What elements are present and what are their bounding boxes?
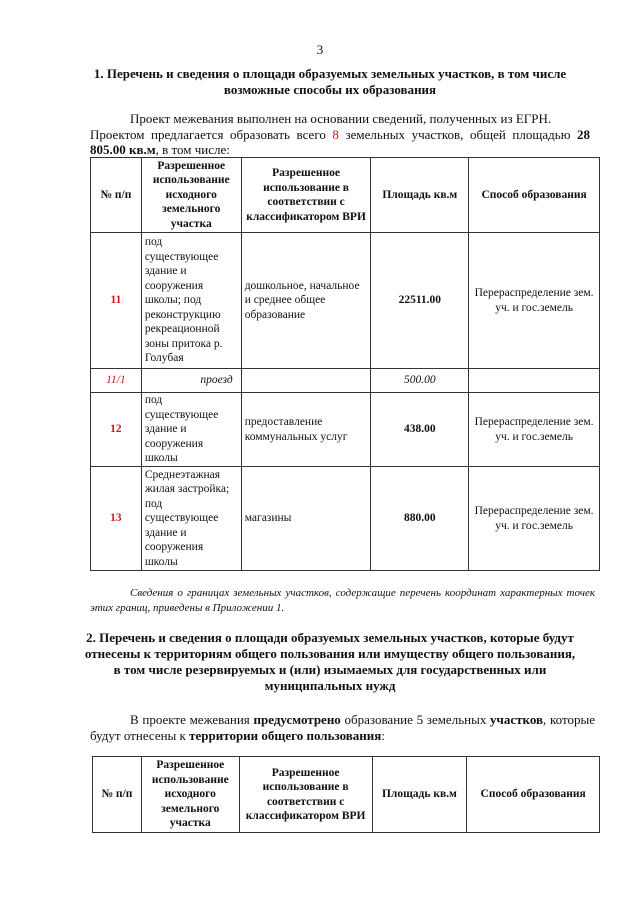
row-method: Перераспределение зем. уч. и гос.земель bbox=[469, 233, 600, 369]
coordinates-note: Сведения о границах земельных участков, содержащие перечень координат характерных точек этих границ, приведены в Приложении 1. bbox=[90, 587, 595, 614]
row-vri: магазины bbox=[241, 467, 371, 571]
intro-text-a: Проектом предлагается образовать всего bbox=[90, 126, 333, 142]
row-source-use: Среднеэтажная жилая застройка; под существующее здание и сооружения школы bbox=[141, 467, 241, 571]
table-row bbox=[91, 393, 600, 467]
col-header-method: Способ образования bbox=[469, 158, 600, 233]
row-num: 12 bbox=[91, 393, 142, 467]
parcels-table bbox=[90, 157, 600, 571]
para-text-d: : bbox=[381, 728, 385, 743]
row-area: 880.00 bbox=[371, 467, 469, 571]
table-row bbox=[91, 233, 600, 369]
row-method bbox=[469, 369, 600, 393]
para-bold-parcels: участков bbox=[490, 712, 544, 727]
col-header-num: № п/п bbox=[93, 757, 142, 833]
section1-heading: 1. Перечень и сведения о площади образуемых земельных участков, в том числе возможные способы их образования bbox=[93, 66, 567, 97]
col-header-source-use: Разрешенное использование исходного земельного участка bbox=[141, 158, 241, 233]
row-num: 11 bbox=[91, 233, 142, 369]
para-text-c: , которые будут отнесены к bbox=[90, 712, 596, 743]
row-vri bbox=[241, 369, 371, 393]
row-vri: предоставление коммунальных услуг bbox=[241, 393, 371, 467]
section2-heading: 2. Перечень и сведения о площади образуемых земельных участков, которые будут отнесены к территориям общего пользования или имуществу общего пользования, в том числе резервируемых и (или) изымаемых для государственных или муниципальных нужд bbox=[84, 630, 576, 693]
col-header-source-use: Разрешенное использование исходного земельного участка bbox=[141, 757, 239, 833]
intro-line2 bbox=[90, 127, 590, 158]
row-num: 13 bbox=[91, 467, 142, 571]
section2-text bbox=[90, 712, 595, 744]
row-area: 438.00 bbox=[371, 393, 469, 467]
table-row bbox=[91, 369, 600, 393]
section1-intro bbox=[90, 111, 590, 158]
section2-paragraph bbox=[90, 712, 595, 744]
para-text-b: образование 5 земельных bbox=[340, 712, 491, 727]
col-header-vri: Разрешенное использование в соответствии с классификатором ВРИ bbox=[239, 757, 372, 833]
intro-total: 28 805.00 кв.м bbox=[90, 126, 591, 157]
para-text-a: В проекте межевания bbox=[130, 712, 254, 727]
intro-count: 8 bbox=[332, 126, 339, 142]
col-header-num: № п/п bbox=[91, 158, 142, 233]
para-bold-territory: территории общего пользования bbox=[189, 728, 382, 743]
para-bold-provided: предусмотрено bbox=[253, 712, 341, 727]
row-source-use: под существующее здание и сооружения школы bbox=[141, 393, 241, 467]
row-area: 22511.00 bbox=[371, 233, 469, 369]
public-parcels-table bbox=[92, 756, 600, 833]
row-area: 500.00 bbox=[371, 369, 469, 393]
row-num: 11/1 bbox=[91, 369, 142, 393]
row-source-use: под существующее здание и сооружения школы; под реконструкцию рекреационной зоны притока р. Голубая bbox=[141, 233, 241, 369]
intro-tail: , в том числе: bbox=[155, 142, 230, 157]
row-source-use: проезд bbox=[141, 369, 241, 393]
table-row bbox=[91, 467, 600, 571]
table-header-row bbox=[93, 757, 600, 833]
col-header-area: Площадь кв.м bbox=[372, 757, 467, 833]
col-header-method: Способ образования bbox=[467, 757, 600, 833]
table-header-row bbox=[91, 158, 600, 233]
row-vri: дошкольное, начальное и среднее общее образование bbox=[241, 233, 371, 369]
col-header-area: Площадь кв.м bbox=[371, 158, 469, 233]
row-method: Перераспределение зем. уч. и гос.земель bbox=[469, 393, 600, 467]
intro-line1: Проект межевания выполнен на основании сведений, полученных из ЕГРН. bbox=[130, 111, 552, 126]
intro-text-b: земельных участков, общей площадью bbox=[338, 126, 571, 142]
col-header-vri: Разрешенное использование в соответствии с классификатором ВРИ bbox=[241, 158, 371, 233]
page-number: 3 bbox=[316, 42, 324, 57]
row-method: Перераспределение зем. уч. и гос.земель bbox=[469, 467, 600, 571]
